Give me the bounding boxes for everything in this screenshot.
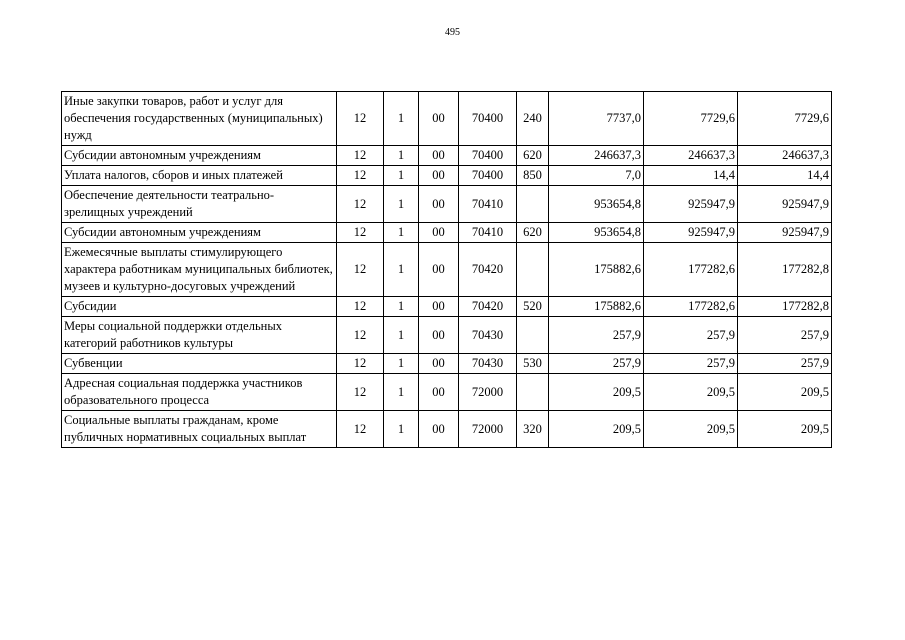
subsection-code-cell: 1 bbox=[384, 223, 419, 243]
row-name-cell: Обеспечение деятельности театрально-зрелищных учреждений bbox=[62, 186, 337, 223]
article-code-cell: 72000 bbox=[459, 374, 517, 411]
subsection-code-cell: 1 bbox=[384, 186, 419, 223]
amount-year3-cell: 257,9 bbox=[738, 317, 832, 354]
section-code-cell: 12 bbox=[337, 243, 384, 297]
amount-year2-cell: 209,5 bbox=[644, 374, 738, 411]
section-code-cell: 12 bbox=[337, 92, 384, 146]
amount-year2-cell: 246637,3 bbox=[644, 146, 738, 166]
amount-year1-cell: 175882,6 bbox=[549, 243, 644, 297]
section-code-cell: 12 bbox=[337, 354, 384, 374]
amount-year1-cell: 246637,3 bbox=[549, 146, 644, 166]
article-code-cell: 70410 bbox=[459, 223, 517, 243]
expense-type-code-cell bbox=[517, 243, 549, 297]
amount-year2-cell: 209,5 bbox=[644, 411, 738, 448]
row-name-cell: Субвенции bbox=[62, 354, 337, 374]
section-code-cell: 12 bbox=[337, 317, 384, 354]
amount-year1-cell: 175882,6 bbox=[549, 297, 644, 317]
program-code-cell: 00 bbox=[419, 92, 459, 146]
section-code-cell: 12 bbox=[337, 186, 384, 223]
amount-year3-cell: 14,4 bbox=[738, 166, 832, 186]
row-name-cell: Социальные выплаты гражданам, кроме публичных нормативных социальных выплат bbox=[62, 411, 337, 448]
section-code-cell: 12 bbox=[337, 411, 384, 448]
expense-type-code-cell bbox=[517, 186, 549, 223]
amount-year3-cell: 257,9 bbox=[738, 354, 832, 374]
subsection-code-cell: 1 bbox=[384, 92, 419, 146]
table-row bbox=[62, 317, 832, 354]
amount-year2-cell: 177282,6 bbox=[644, 243, 738, 297]
expense-type-code-cell: 520 bbox=[517, 297, 549, 317]
section-code-cell: 12 bbox=[337, 297, 384, 317]
table-row bbox=[62, 374, 832, 411]
row-name-cell: Уплата налогов, сборов и иных платежей bbox=[62, 166, 337, 186]
subsection-code-cell: 1 bbox=[384, 146, 419, 166]
section-code-cell: 12 bbox=[337, 166, 384, 186]
amount-year3-cell: 209,5 bbox=[738, 374, 832, 411]
amount-year1-cell: 953654,8 bbox=[549, 223, 644, 243]
program-code-cell: 00 bbox=[419, 411, 459, 448]
program-code-cell: 00 bbox=[419, 166, 459, 186]
section-code-cell: 12 bbox=[337, 146, 384, 166]
expense-type-code-cell: 620 bbox=[517, 146, 549, 166]
row-name-cell: Субсидии автономным учреждениям bbox=[62, 223, 337, 243]
article-code-cell: 70400 bbox=[459, 146, 517, 166]
subsection-code-cell: 1 bbox=[384, 243, 419, 297]
article-code-cell: 70430 bbox=[459, 354, 517, 374]
table-row bbox=[62, 146, 832, 166]
expense-type-code-cell: 320 bbox=[517, 411, 549, 448]
program-code-cell: 00 bbox=[419, 146, 459, 166]
expense-type-code-cell: 240 bbox=[517, 92, 549, 146]
table-row bbox=[62, 243, 832, 297]
amount-year2-cell: 177282,6 bbox=[644, 297, 738, 317]
program-code-cell: 00 bbox=[419, 354, 459, 374]
row-name-cell: Меры социальной поддержки отдельных категорий работников культуры bbox=[62, 317, 337, 354]
table-row bbox=[62, 411, 832, 448]
table-row bbox=[62, 92, 832, 146]
amount-year2-cell: 257,9 bbox=[644, 354, 738, 374]
amount-year3-cell: 209,5 bbox=[738, 411, 832, 448]
amount-year2-cell: 925947,9 bbox=[644, 223, 738, 243]
section-code-cell: 12 bbox=[337, 374, 384, 411]
amount-year3-cell: 925947,9 bbox=[738, 186, 832, 223]
subsection-code-cell: 1 bbox=[384, 297, 419, 317]
row-name-cell: Иные закупки товаров, работ и услуг для обеспечения государственных (муниципальных) нужд bbox=[62, 92, 337, 146]
amount-year1-cell: 7,0 bbox=[549, 166, 644, 186]
amount-year1-cell: 257,9 bbox=[549, 317, 644, 354]
amount-year2-cell: 14,4 bbox=[644, 166, 738, 186]
program-code-cell: 00 bbox=[419, 243, 459, 297]
subsection-code-cell: 1 bbox=[384, 317, 419, 354]
expense-type-code-cell bbox=[517, 317, 549, 354]
article-code-cell: 70420 bbox=[459, 297, 517, 317]
budget-table bbox=[61, 91, 832, 448]
row-name-cell: Ежемесячные выплаты стимулирующего характера работникам муниципальных библиотек, музеев и культурно-досуговых учреждений bbox=[62, 243, 337, 297]
amount-year3-cell: 177282,8 bbox=[738, 297, 832, 317]
expense-type-code-cell: 620 bbox=[517, 223, 549, 243]
amount-year1-cell: 257,9 bbox=[549, 354, 644, 374]
article-code-cell: 70410 bbox=[459, 186, 517, 223]
amount-year3-cell: 7729,6 bbox=[738, 92, 832, 146]
table-row bbox=[62, 297, 832, 317]
table-row bbox=[62, 223, 832, 243]
amount-year1-cell: 209,5 bbox=[549, 374, 644, 411]
program-code-cell: 00 bbox=[419, 374, 459, 411]
expense-type-code-cell bbox=[517, 374, 549, 411]
expense-type-code-cell: 530 bbox=[517, 354, 549, 374]
table-row bbox=[62, 354, 832, 374]
amount-year2-cell: 925947,9 bbox=[644, 186, 738, 223]
program-code-cell: 00 bbox=[419, 186, 459, 223]
table-row bbox=[62, 186, 832, 223]
row-name-cell: Адресная социальная поддержка участников образовательного процесса bbox=[62, 374, 337, 411]
amount-year2-cell: 7729,6 bbox=[644, 92, 738, 146]
program-code-cell: 00 bbox=[419, 297, 459, 317]
amount-year1-cell: 7737,0 bbox=[549, 92, 644, 146]
article-code-cell: 72000 bbox=[459, 411, 517, 448]
article-code-cell: 70400 bbox=[459, 166, 517, 186]
amount-year1-cell: 209,5 bbox=[549, 411, 644, 448]
table-body bbox=[62, 92, 832, 448]
amount-year1-cell: 953654,8 bbox=[549, 186, 644, 223]
program-code-cell: 00 bbox=[419, 317, 459, 354]
subsection-code-cell: 1 bbox=[384, 411, 419, 448]
amount-year3-cell: 177282,8 bbox=[738, 243, 832, 297]
amount-year2-cell: 257,9 bbox=[644, 317, 738, 354]
expense-type-code-cell: 850 bbox=[517, 166, 549, 186]
article-code-cell: 70430 bbox=[459, 317, 517, 354]
subsection-code-cell: 1 bbox=[384, 354, 419, 374]
program-code-cell: 00 bbox=[419, 223, 459, 243]
amount-year3-cell: 925947,9 bbox=[738, 223, 832, 243]
article-code-cell: 70420 bbox=[459, 243, 517, 297]
row-name-cell: Субсидии bbox=[62, 297, 337, 317]
section-code-cell: 12 bbox=[337, 223, 384, 243]
row-name-cell: Субсидии автономным учреждениям bbox=[62, 146, 337, 166]
table-row bbox=[62, 166, 832, 186]
subsection-code-cell: 1 bbox=[384, 166, 419, 186]
subsection-code-cell: 1 bbox=[384, 374, 419, 411]
page-number: 495 bbox=[445, 27, 460, 38]
amount-year3-cell: 246637,3 bbox=[738, 146, 832, 166]
article-code-cell: 70400 bbox=[459, 92, 517, 146]
